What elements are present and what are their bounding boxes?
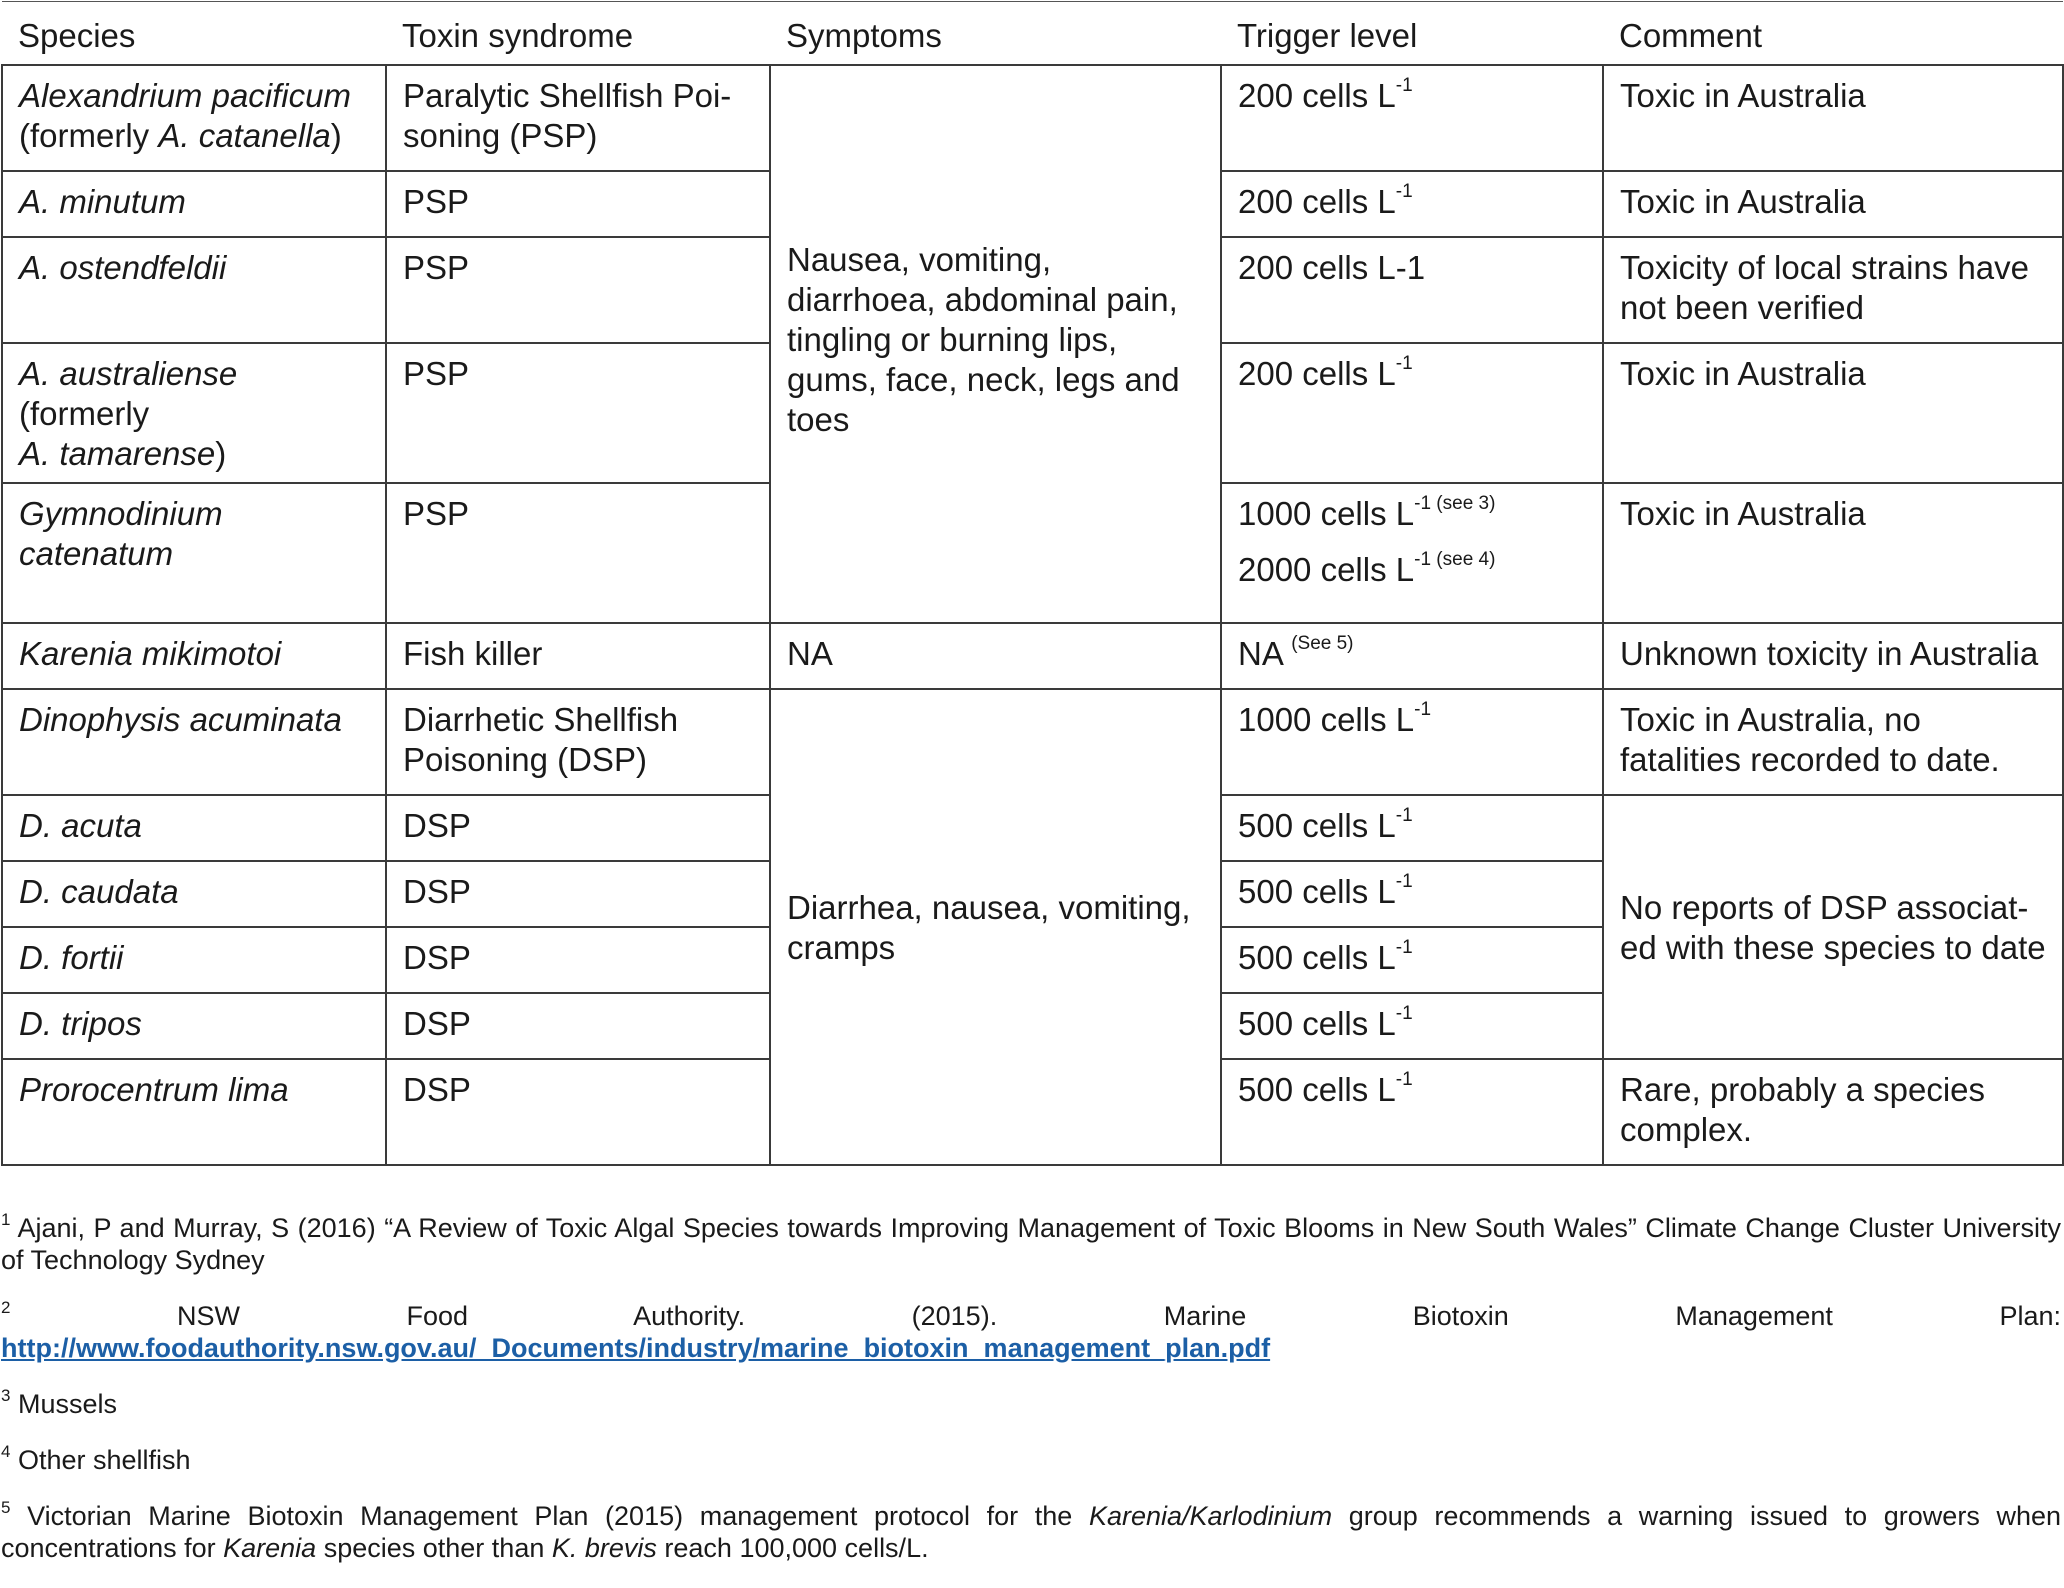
footnote-4: $^4$ Other shellfish: [1, 1442, 191, 1475]
header-comment: Comment: [1603, 2, 2063, 66]
syndrome-cell: Paralytic Shellfish Poi-soning (PSP): [386, 65, 770, 171]
syndrome-cell: DSP: [386, 927, 770, 993]
trigger-cell: 1000 cells L$^{-1 (see 3)}$ 2000 cells L$^{-1 (see 4)}$: [1221, 483, 1603, 623]
trigger-cell: 500 cells $L^{-1}$: [1221, 861, 1603, 927]
species-cell: D. tripos: [2, 993, 386, 1059]
species-cell: Prorocentrum lima: [2, 1059, 386, 1165]
comment-cell: Toxic in Australia: [1603, 343, 2063, 483]
table-row: [2, 65, 2063, 171]
species-cell: [2, 65, 386, 171]
footnote-3: $^3$ Mussels: [1, 1386, 117, 1419]
syndrome-cell: PSP: [386, 237, 770, 343]
trigger-cell: 500 cells $L^{-1}$: [1221, 927, 1603, 993]
header-species: Species: [2, 2, 386, 66]
syndrome-cell: PSP: [386, 171, 770, 237]
species-cell: A. ostendfeldii: [2, 237, 386, 343]
syndrome-cell: DSP: [386, 1059, 770, 1165]
dinophysis-group-comment-cell: No reports of DSP associat-ed with these species to date: [1603, 795, 2063, 1059]
species-name: Alexandrium pacificum: [19, 77, 351, 114]
table-row: [2, 689, 2063, 795]
species-cell: A. australiense (formerly A. tamarense): [2, 343, 386, 483]
comment-cell: Unknown toxicity in Australia: [1603, 623, 2063, 689]
table-row: [2, 623, 2063, 689]
header-symptoms: Symptoms: [770, 2, 1221, 66]
trigger-cell: 200 cells $L^{-1}$: [1221, 343, 1603, 483]
species-cell: D. fortii: [2, 927, 386, 993]
symptoms-cell: NA: [770, 623, 1221, 689]
footnotes: [1, 1212, 2061, 1588]
species-cell: A. minutum: [2, 171, 386, 237]
species-cell: D. caudata: [2, 861, 386, 927]
psp-symptoms-cell: Nausea, vomiting, diarrhoea, abdominal pain, tingling or burning lips, gums, face, neck, legs and toes: [770, 65, 1221, 623]
biotoxin-species-table: [1, 1, 2064, 1166]
trigger-cell: 200 cells $L^{-1}$: [1221, 65, 1603, 171]
syndrome-cell: DSP: [386, 795, 770, 861]
trigger-cell: 200 cells L-1: [1221, 237, 1603, 343]
species-note: (formerly A. catanella): [19, 117, 342, 154]
dsp-symptoms-cell: Diarrhea, nausea, vomiting, cramps: [770, 689, 1221, 1165]
species-cell: Dinophysis acuminata: [2, 689, 386, 795]
header-toxin-syndrome: Toxin syndrome: [386, 2, 770, 66]
species-cell: D. acuta: [2, 795, 386, 861]
table-header-row: [2, 2, 2063, 66]
syndrome-cell: DSP: [386, 993, 770, 1059]
header-trigger-level: Trigger level: [1221, 2, 1603, 66]
syndrome-cell: PSP: [386, 343, 770, 483]
comment-cell: Toxicity of local strains have not been verified: [1603, 237, 2063, 343]
trigger-cell: NA $^{(See 5)}$: [1221, 623, 1603, 689]
species-cell: Karenia mikimotoi: [2, 623, 386, 689]
comment-cell: Rare, probably a species complex.: [1603, 1059, 2063, 1165]
syndrome-cell: PSP: [386, 483, 770, 623]
comment-cell: Toxic in Australia: [1603, 171, 2063, 237]
comment-cell: Toxic in Australia: [1603, 65, 2063, 171]
trigger-cell: 1000 cells $L^{-1}$: [1221, 689, 1603, 795]
comment-cell: Toxic in Australia: [1603, 483, 2063, 623]
biotoxin-plan-link[interactable]: http://www.foodauthority.nsw.gov.au/_Documents/industry/marine_biotoxin_management_plan.pdf: [1, 1333, 1271, 1363]
trigger-cell: 200 cells $L^{-1}$: [1221, 171, 1603, 237]
species-cell: Gymnodinium catenatum: [2, 483, 386, 623]
species-name: A. australiense: [19, 355, 238, 392]
footnote-5: $^5$ Victorian Marine Biotoxin Management Plan (2015) management protocol for the Karenia/Karlodinium group recommends a warning issued to growers when concentrations for Karenia species other than K. brevis reach 100,000 cells/L.: [1, 1498, 2061, 1563]
syndrome-cell: Diarrhetic Shellfish Poisoning (DSP): [386, 689, 770, 795]
footnote-1: $^1$ Ajani, P and Murray, S (2016) “A Review of Toxic Algal Species towards Improving Management of Toxic Blooms in New South Wales” Climate Change Cluster University of Technology Sydney: [1, 1210, 2061, 1275]
trigger-cell: 500 cells $L^{-1}$: [1221, 795, 1603, 861]
syndrome-cell: DSP: [386, 861, 770, 927]
trigger-cell: 500 cells $L^{-1}$: [1221, 1059, 1603, 1165]
syndrome-cell: Fish killer: [386, 623, 770, 689]
comment-cell: Toxic in Australia, no fatalities recorded to date.: [1603, 689, 2063, 795]
trigger-cell: 500 cells $L^{-1}$: [1221, 993, 1603, 1059]
footnote-2: $^2$ NSW Food Authority. (2015). Marine Biotoxin Management Plan: http://www.foodauthority.nsw.gov.au/_Documents/industry/marine_biotoxin_management_plan.pdf: [1, 1298, 2061, 1363]
